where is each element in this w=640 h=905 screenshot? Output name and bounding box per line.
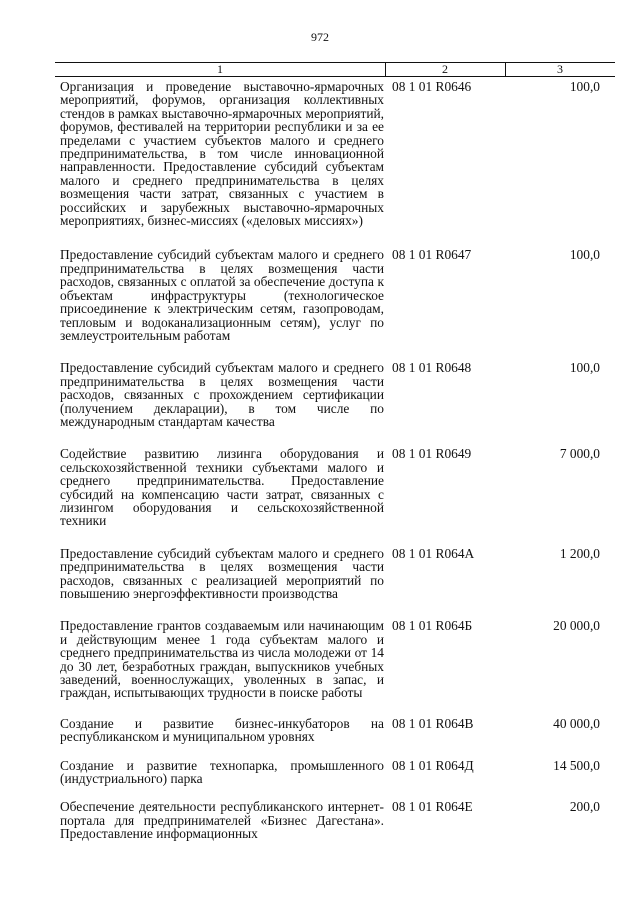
row-description: Предоставление субсидий субъектам малого и среднего предпринимательства в целях возмещения части расходов, связанных с реализацией мероприятий по повышению энергоэффективности производства xyxy=(60,545,384,601)
row-code: 08 1 01 R064A xyxy=(392,545,475,561)
table-row xyxy=(60,361,610,428)
column-header-2: 2 xyxy=(442,62,448,76)
table-row xyxy=(60,447,610,527)
table-row xyxy=(60,248,610,342)
row-amount: 100,0 xyxy=(569,79,600,94)
row-amount: 14 500,0 xyxy=(553,757,600,773)
row-code: 08 1 01 R064Б xyxy=(392,618,473,634)
table-row xyxy=(60,619,610,699)
row-amount: 40 000,0 xyxy=(553,715,600,731)
table-row xyxy=(60,717,610,744)
row-code: 08 1 01 R0648 xyxy=(392,360,472,376)
row-code: 08 1 01 R064Д xyxy=(392,757,474,773)
row-amount: 100,0 xyxy=(569,360,600,376)
table-row xyxy=(60,547,610,601)
row-description: Предоставление субсидий субъектам малого и среднего предпринимательства в целях возмещения части расходов, связанных с прохождением сертификации (получением декларации), в том числе по международным стандартам качества xyxy=(60,360,384,429)
row-amount: 20 000,0 xyxy=(553,618,600,634)
table-row xyxy=(60,80,610,227)
row-code: 08 1 01 R0647 xyxy=(392,247,472,263)
row-code: 08 1 01 R0646 xyxy=(392,79,472,94)
row-description: Обеспечение деятельности республиканского интернет-портала для предпринимателей «Бизнес Дагестана». Предоставление информационных xyxy=(60,799,384,842)
page-number: 972 xyxy=(311,30,329,44)
row-description: Предоставление грантов создаваемым или начинающим и действующим менее 1 года субъектам малого и среднего предпринимательства из числа молодежи от 14 до 30 лет, безработных граждан, выпускников учебных заведений, военнослужащих, уволенных в запас, и граждан, испытывающих трудности в поиске работы xyxy=(60,618,384,701)
row-code: 08 1 01 R0649 xyxy=(392,446,472,462)
table-header-bottom-rule xyxy=(55,76,615,77)
row-description: Организация и проведение выставочно-ярмарочных мероприятий, форумов, организация коллективных стендов в рамках выставочно-ярмарочных мероприятий, форумов, фестивалей на территории республики и за ее пределами с участием субъектов малого и среднего предпринимательства, в том числе инновационной направленности. Предоставление субсидий субъектам малого и среднего предпринимательства в целях возмещения части затрат, связанных с участием в российских и зарубежных выставочно-ярмарочных мероприятиях, бизнес-миссиях («деловых миссиях») xyxy=(60,79,384,229)
table-body xyxy=(60,80,610,841)
row-description: Создание и развитие технопарка, промышленного (индустриального) парка xyxy=(60,757,384,787)
row-amount: 100,0 xyxy=(569,247,600,263)
table-row xyxy=(60,759,610,786)
row-code: 08 1 01 R064Е xyxy=(392,799,473,815)
row-code: 08 1 01 R064В xyxy=(392,715,474,731)
row-amount: 7 000,0 xyxy=(559,446,600,462)
row-amount: 200,0 xyxy=(569,799,600,815)
row-description: Предоставление субсидий субъектам малого и среднего предпринимательства в целях возмещения части расходов, связанных с оплатой за обеспечение доступа к объектам инфраструктуры (технологическое присоединение к электрическим сетям, газопроводам, тепловым и водоканализационным сетям), услуг по землеустроительным работам xyxy=(60,247,384,343)
column-header-3: 3 xyxy=(557,62,563,76)
row-description: Содействие развитию лизинга оборудования и сельскохозяйственной техники субъектами малого и среднего предпринимательства. Предоставление субсидий на компенсацию части затрат, связанных с лизингом оборудования и сельскохозяйственной техники xyxy=(60,446,384,529)
column-header-1: 1 xyxy=(217,62,223,76)
row-amount: 1 200,0 xyxy=(559,545,600,561)
row-description: Создание и развитие бизнес-инкубаторов на республиканском и муниципальном уровнях xyxy=(60,715,384,745)
table-row xyxy=(60,800,610,840)
